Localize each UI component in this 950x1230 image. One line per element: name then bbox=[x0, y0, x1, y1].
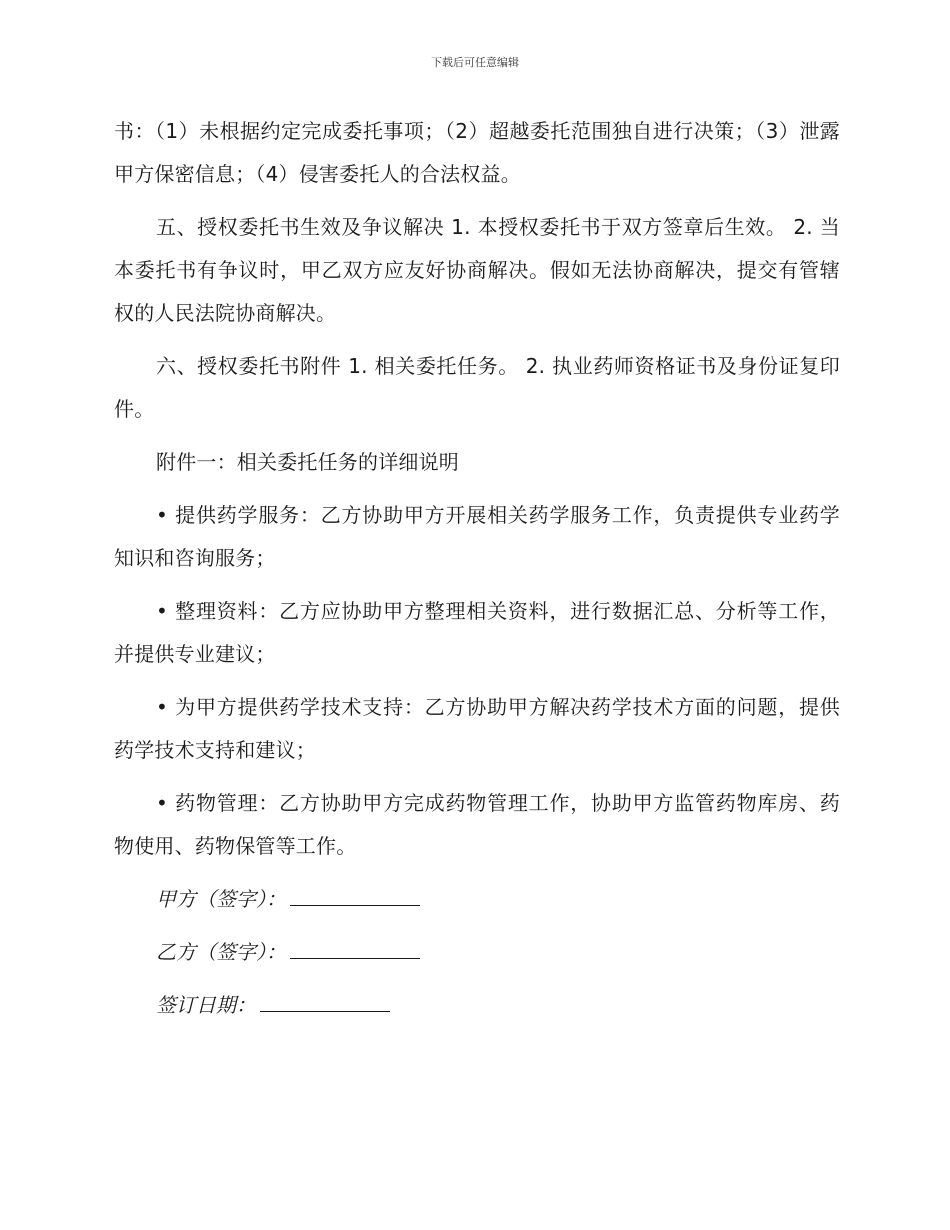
signature-date-label: 签订日期： bbox=[156, 993, 256, 1017]
signature-party-b-label: 乙方（签字）： bbox=[156, 940, 286, 964]
signature-date-blank[interactable] bbox=[260, 997, 390, 1012]
bullet-organize-materials: • 整理资料：乙方应协助甲方整理相关资料，进行数据汇总、分析等工作，并提供专业建议； bbox=[114, 599, 840, 666]
bullet-technical-support: • 为甲方提供药学技术支持：乙方协助甲方解决药学技术方面的问题，提供药学技术支持和建议； bbox=[114, 695, 840, 762]
paragraph-obligations: 书：（1）未根据约定完成委托事项；（2）超越委托范围独自进行决策；（3）泄露甲方保密信息；（4）侵害委托人的合法权益。 bbox=[114, 119, 840, 186]
signature-party-b bbox=[114, 931, 840, 974]
bullet-pharmacy-service: • 提供药学服务：乙方协助甲方开展相关药学服务工作，负责提供专业药学知识和咨询服务； bbox=[114, 503, 840, 570]
page-header-note: 下载后可任意编辑 bbox=[431, 56, 519, 69]
paragraph-attachment-1-title: 附件一：相关委托任务的详细说明 bbox=[156, 450, 459, 474]
signature-party-a-blank[interactable] bbox=[290, 891, 420, 906]
signature-party-b-blank[interactable] bbox=[290, 944, 420, 959]
paragraph-section-6: 六、授权委托书附件 1. 相关委托任务。 2. 执业药师资格证书及身份证复印件。 bbox=[114, 354, 840, 421]
paragraph-section-5: 五、授权委托书生效及争议解决 1. 本授权委托书于双方签章后生效。 2. 当本委托书有争议时，甲乙双方应友好协商解决。假如无法协商解决，提交有管辖权的人民法院协商解决。 bbox=[114, 215, 840, 325]
document-body bbox=[114, 110, 840, 1037]
signature-party-a-label: 甲方（签字）： bbox=[156, 887, 286, 911]
signature-party-a bbox=[114, 878, 840, 921]
bullet-drug-management: • 药物管理：乙方协助甲方完成药物管理工作，协助甲方监管药物库房、药物使用、药物保管等工作。 bbox=[114, 791, 840, 858]
signature-date bbox=[114, 984, 840, 1027]
